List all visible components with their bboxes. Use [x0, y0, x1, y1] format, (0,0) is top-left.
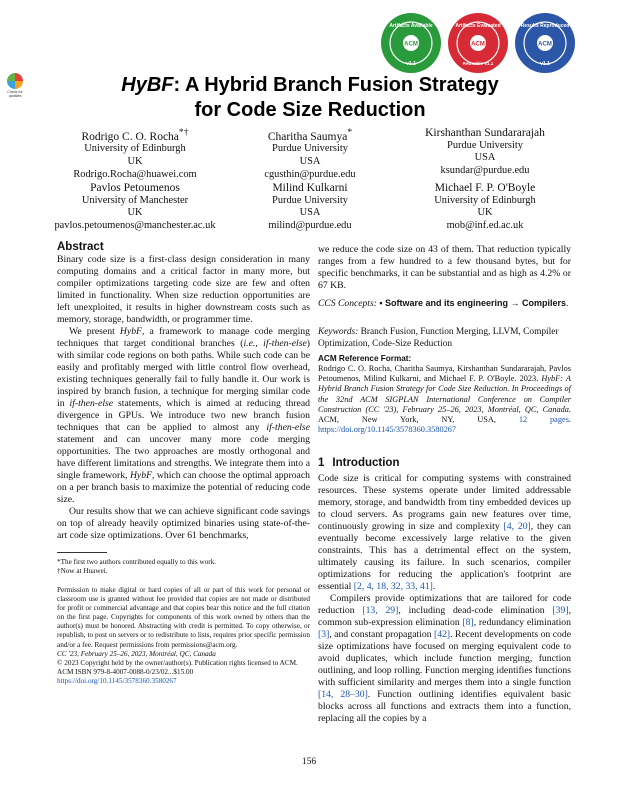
ccs-concepts: CCS Concepts: • Software and its engineering → Compilers. — [318, 298, 569, 309]
author-card: Milind Kulkarni Purdue University USA milind@purdue.edu — [215, 182, 405, 232]
author-email[interactable]: cgusthin@purdue.edu — [264, 168, 356, 180]
svg-text:ACM: ACM — [404, 41, 418, 48]
svg-text:v1.1: v1.1 — [406, 61, 416, 67]
introduction: 1 Introduction Code size is critical for computing systems with constrained resources. These systems operate under limited addressable memory, storage, and bandwidth from tiny embedded devices up to cloud servers. As programs gain new features over time, continuously growing in size and complexity [4, 20], they can eventually become excessively large relative to the given constraints. This has a detrimental effect on the system, ultimately causing its failure. In such scenarios, compiler optimizations for reducing the application's footprint are essential [2, 4, 18, 32, 33, 41]. Compilers provide optimizations that are tailored for code reduction [13, 29], including dead-code elimination [39], common sub-expression elimination [8], redundancy elimination [3], and constant propagation [42]. Recent developments on code size optimizations have focused on merging equivalent code to avoid duplicates, which include function merging, function outlining, and loop rolling. Function merging identifies functions with sufficient similarity and merges them into a single function [14, 28–30]. Function outlining identifies equivalent basic blocks across all functions and extracts them into a function, replacing all the copies by a — [318, 457, 572, 724]
author-card: Charitha Saumya* Purdue University USA cgusthin@purdue.edu — [215, 127, 405, 181]
author-card: Kirshanthan Sundararajah Purdue University USA ksundar@purdue.edu — [390, 127, 580, 177]
svg-text:ACM: ACM — [471, 41, 485, 48]
permission-notice: Permission to make digital or hard copies of all or part of this work for personal or classroom use is granted without fee provided that copies are not made or distributed for profit or commercial advantage and that copies bear this notice and the full citation on the first page. Copyrights for components of this work owned by others than the author(s) must be honored. Abstracting with credit is permitted. To copy otherwise, or republish, to post on servers or to redistribute to lists, requires prior specific permission and/or a fee. Request permissions from permissions@acm.org. CC '23, February 25–26, 2023, Montréal, QC, Canada © 2023 Copyright held by the owner/author(s). Publication rights licensed to ACM. ACM ISBN 979-8-4007-0088-0/23/02...$15.00 https://doi.org/10.1145/3578360.3580267 — [57, 586, 310, 685]
svg-text:Results Reproduced: Results Reproduced — [520, 23, 570, 29]
intro-heading: 1 Introduction — [318, 457, 400, 469]
abstract-heading: Abstract — [57, 241, 104, 253]
page-number: 156 — [301, 757, 317, 767]
abstract-body: Binary code size is a first-class design consideration in many computing domains and a critical factor in many more, but compiler optimizations targeting code size are few and often limited in functionality. When size reduction opportunities are left unexploited, it results in higher downstream costs such as memory, storage, bandwidth, or programmer time. We present HybF, a framework to manage code merging techniques that target conditional branches (i.e., if-then-else) with similar code regions on both paths. While such code can be easily and profitably merged with little control flow overhead, existing techniques generally fail to fully handle it. Our work is inspired by branch fusion, a technique for merging similar code in if-then-else statements, which is aimed at reducing thread divergence in GPUs. We introduce two new branch fusion techniques that can be applied to almost any if-then-else statement and can uncover many more code merging opportunities. The two approaches are mostly orthogonal and have different limitations and strengths. We integrate them into a single framework, HybF, which can choose the optimal approach on a per branch basis to maximize the potential of reducing code size. Our results show that we can achieve significant code savings on top of already heavily optimized binaries using state-of-the-art code size optimizations. Over 61 benchmarks, — [57, 254, 310, 541]
acm-reference: ACM Reference Format: Rodrigo C. O. Rocha, Charitha Saumya, Kirshanthan Sundararajah, Pavlos Petoumenos, Milind Kulkarni, and Michael F. P. O'Boyle. 2023. HybF: A Hybrid Branch Fusion Strategy for Code Size Reduction. In Proceedings of the 32nd ACM SIGPLAN International Conference on Compiler Construction (CC '23), February 25–26, 2023, Montréal, QC, Canada. ACM, New York, NY, USA, 12 pages. https://doi.org/10.1145/3578360.3580267 — [318, 354, 571, 435]
doi-link[interactable]: https://doi.org/10.1145/3578360.3580267 — [57, 676, 177, 685]
svg-text:v1.1: v1.1 — [540, 61, 550, 67]
author-card: Michael F. P. O'Boyle University of Edinburgh UK mob@inf.ed.ac.uk — [390, 182, 580, 232]
author-email[interactable]: milind@purdue.edu — [268, 219, 352, 231]
keywords: Keywords: Branch Fusion, Function Merging, LLVM, Compiler Optimization, Code-Size Reduction — [318, 327, 559, 349]
crossmark-icon — [7, 73, 23, 89]
badge-artifacts-available — [380, 12, 442, 74]
svg-text:ACM: ACM — [538, 41, 552, 48]
paper-title: HyBF: A Hybrid Branch Fusion Strategy for Code Size Reduction — [121, 74, 499, 121]
artifact-badges — [380, 12, 618, 76]
svg-text:Reusable v1.1: Reusable v1.1 — [462, 61, 494, 66]
left-column — [57, 240, 310, 685]
author-email[interactable]: ksundar@purdue.edu — [440, 164, 530, 176]
author-email[interactable]: Rodrigo.Rocha@huawei.com — [73, 168, 197, 180]
footnote-rule — [57, 552, 107, 553]
svg-text:Artifacts Evaluated: Artifacts Evaluated — [455, 23, 501, 29]
footnotes: *The first two authors contributed equally to this work. †Now at Huawei. — [57, 558, 217, 575]
acm-doi-link[interactable]: https://doi.org/10.1145/3578360.3580267 — [318, 425, 457, 435]
author-email[interactable]: mob@inf.ed.ac.uk — [446, 219, 524, 231]
badge-artifacts-evaluated — [447, 12, 509, 74]
author-email[interactable]: pavlos.petoumenos@manchester.ac.uk — [54, 219, 216, 231]
check-for-updates-link[interactable]: Check for updates — [2, 73, 28, 98]
svg-text:Artifacts Available: Artifacts Available — [389, 23, 433, 29]
author-card: Rodrigo C. O. Rocha*† University of Edinburgh UK Rodrigo.Rocha@huawei.com — [40, 127, 230, 181]
badge-results-reproduced — [514, 12, 576, 74]
abstract-continued: we reduce the code size on 43 of them. That reduction typically ranges from a few hundred to a few thousand bytes, but for specific benchmarks, it can be substantial and as high as 4.2% or 67 KB. — [318, 244, 571, 291]
author-card: Pavlos Petoumenos University of Manchester UK pavlos.petoumenos@manchester.ac.uk — [40, 182, 230, 232]
